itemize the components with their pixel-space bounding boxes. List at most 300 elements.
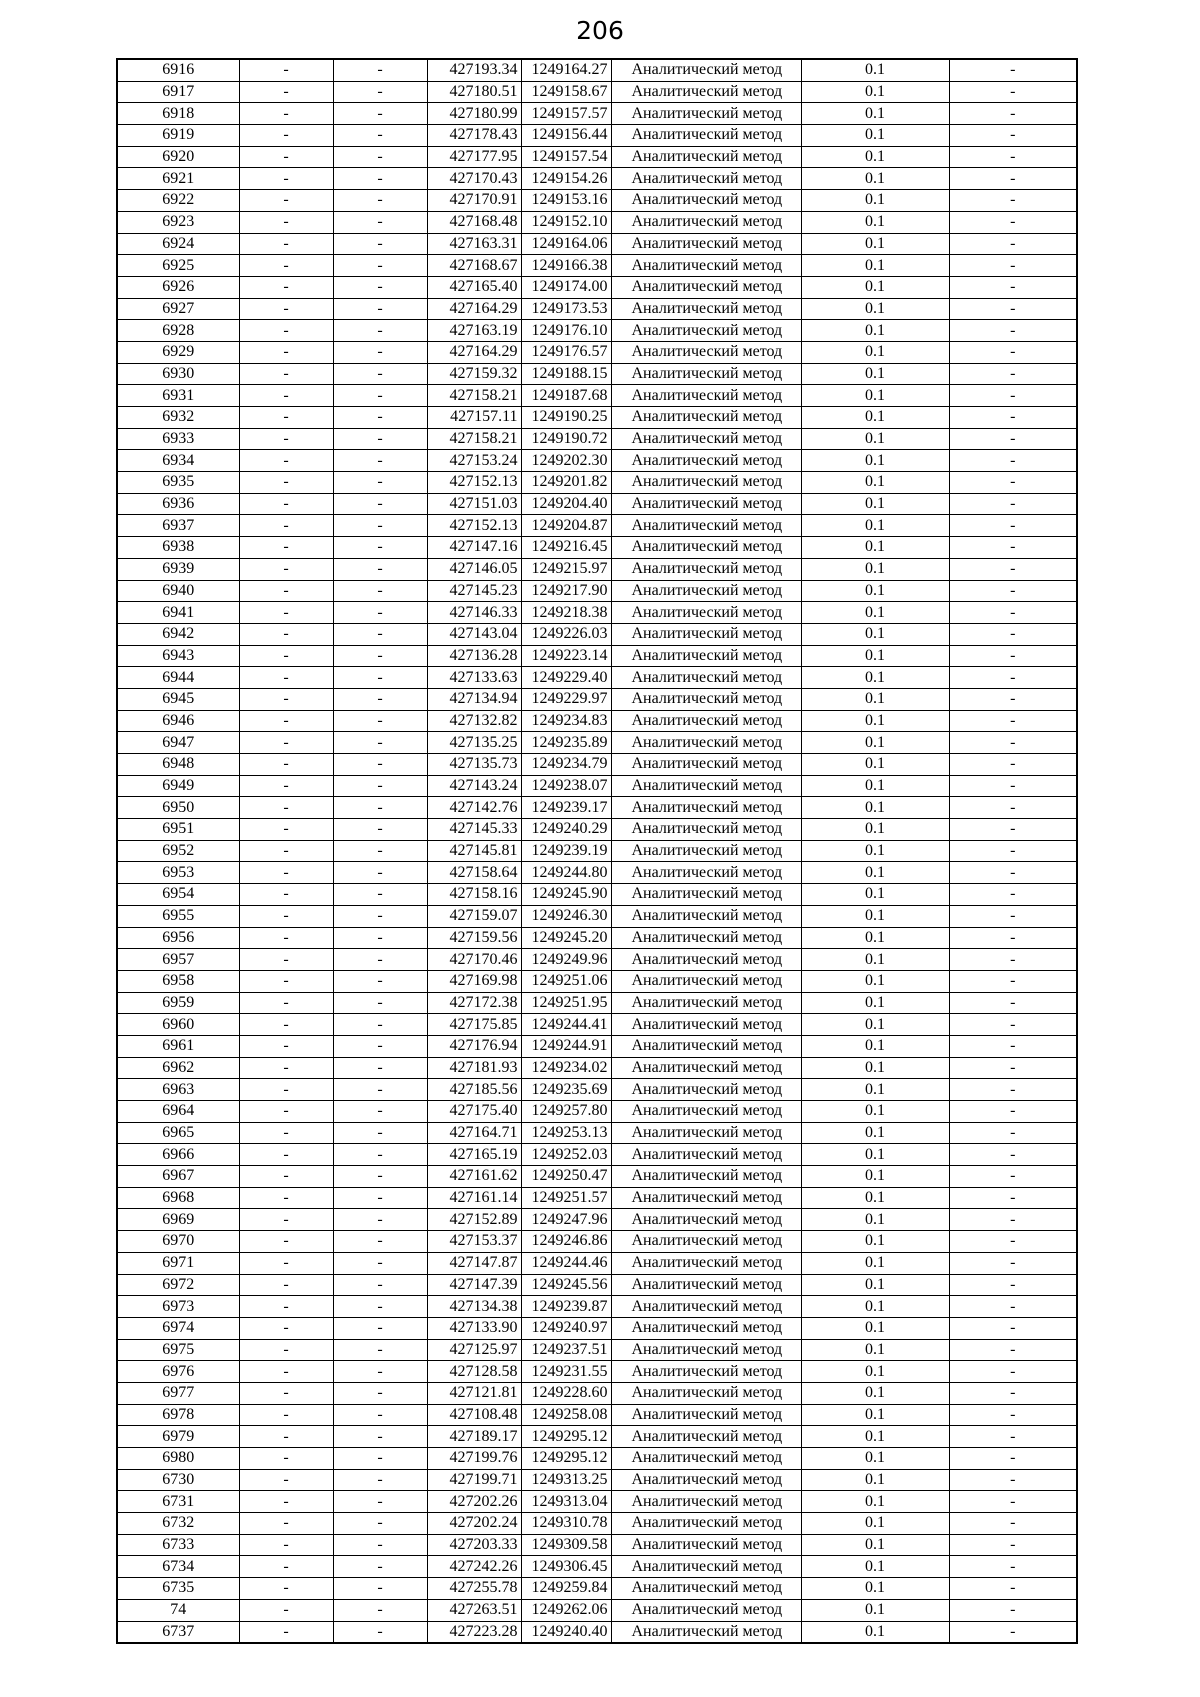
empty-cell: - — [239, 168, 333, 190]
empty-cell: - — [949, 1079, 1077, 1101]
precision-cell: 0.1 — [801, 298, 949, 320]
x-coordinate-cell: 427135.25 — [427, 732, 521, 754]
x-coordinate-cell: 427134.94 — [427, 688, 521, 710]
empty-cell: - — [333, 1621, 427, 1643]
table-row — [117, 1361, 1077, 1383]
precision-cell: 0.1 — [801, 450, 949, 472]
empty-cell: - — [239, 623, 333, 645]
x-coordinate-cell: 427203.33 — [427, 1534, 521, 1556]
point-number-cell: 6975 — [117, 1339, 239, 1361]
empty-cell: - — [333, 1274, 427, 1296]
table-row — [117, 1556, 1077, 1578]
empty-cell: - — [333, 363, 427, 385]
empty-cell: - — [239, 103, 333, 125]
point-number-cell: 6956 — [117, 927, 239, 949]
empty-cell: - — [949, 1469, 1077, 1491]
y-coordinate-cell: 1249228.60 — [521, 1382, 611, 1404]
method-cell: Аналитический метод — [611, 732, 801, 754]
point-number-cell: 6950 — [117, 797, 239, 819]
empty-cell: - — [239, 775, 333, 797]
empty-cell: - — [949, 1166, 1077, 1188]
precision-cell: 0.1 — [801, 992, 949, 1014]
x-coordinate-cell: 427142.76 — [427, 797, 521, 819]
empty-cell: - — [333, 602, 427, 624]
precision-cell: 0.1 — [801, 1317, 949, 1339]
empty-cell: - — [949, 233, 1077, 255]
y-coordinate-cell: 1249156.44 — [521, 125, 611, 147]
empty-cell: - — [239, 1187, 333, 1209]
precision-cell: 0.1 — [801, 1448, 949, 1470]
point-number-cell: 6943 — [117, 645, 239, 667]
precision-cell: 0.1 — [801, 103, 949, 125]
point-number-cell: 6960 — [117, 1014, 239, 1036]
point-number-cell: 6932 — [117, 407, 239, 429]
empty-cell: - — [333, 168, 427, 190]
point-number-cell: 6931 — [117, 385, 239, 407]
method-cell: Аналитический метод — [611, 862, 801, 884]
x-coordinate-cell: 427163.19 — [427, 320, 521, 342]
point-number-cell: 6730 — [117, 1469, 239, 1491]
empty-cell: - — [239, 688, 333, 710]
precision-cell: 0.1 — [801, 710, 949, 732]
empty-cell: - — [333, 320, 427, 342]
empty-cell: - — [239, 320, 333, 342]
method-cell: Аналитический метод — [611, 341, 801, 363]
y-coordinate-cell: 1249239.87 — [521, 1296, 611, 1318]
empty-cell: - — [949, 754, 1077, 776]
table-row — [117, 146, 1077, 168]
method-cell: Аналитический метод — [611, 125, 801, 147]
precision-cell: 0.1 — [801, 407, 949, 429]
precision-cell: 0.1 — [801, 341, 949, 363]
point-number-cell: 6934 — [117, 450, 239, 472]
precision-cell: 0.1 — [801, 1556, 949, 1578]
x-coordinate-cell: 427121.81 — [427, 1382, 521, 1404]
x-coordinate-cell: 427146.05 — [427, 558, 521, 580]
x-coordinate-cell: 427158.21 — [427, 428, 521, 450]
method-cell: Аналитический метод — [611, 1122, 801, 1144]
method-cell: Аналитический метод — [611, 1448, 801, 1470]
precision-cell: 0.1 — [801, 428, 949, 450]
x-coordinate-cell: 427153.24 — [427, 450, 521, 472]
table-row — [117, 623, 1077, 645]
y-coordinate-cell: 1249158.67 — [521, 81, 611, 103]
empty-cell: - — [239, 298, 333, 320]
table-row — [117, 1079, 1077, 1101]
precision-cell: 0.1 — [801, 255, 949, 277]
table-row — [117, 1252, 1077, 1274]
empty-cell: - — [333, 775, 427, 797]
table-row — [117, 276, 1077, 298]
empty-cell: - — [333, 125, 427, 147]
empty-cell: - — [333, 255, 427, 277]
method-cell: Аналитический метод — [611, 537, 801, 559]
empty-cell: - — [949, 602, 1077, 624]
precision-cell: 0.1 — [801, 970, 949, 992]
empty-cell: - — [949, 320, 1077, 342]
method-cell: Аналитический метод — [611, 103, 801, 125]
table-row — [117, 970, 1077, 992]
method-cell: Аналитический метод — [611, 1599, 801, 1621]
table-row — [117, 103, 1077, 125]
empty-cell: - — [239, 710, 333, 732]
x-coordinate-cell: 427145.81 — [427, 840, 521, 862]
precision-cell: 0.1 — [801, 927, 949, 949]
table-row — [117, 1578, 1077, 1600]
x-coordinate-cell: 427175.85 — [427, 1014, 521, 1036]
table-row — [117, 1339, 1077, 1361]
y-coordinate-cell: 1249309.58 — [521, 1534, 611, 1556]
empty-cell: - — [239, 190, 333, 212]
empty-cell: - — [949, 927, 1077, 949]
y-coordinate-cell: 1249238.07 — [521, 775, 611, 797]
y-coordinate-cell: 1249174.00 — [521, 276, 611, 298]
method-cell: Аналитический метод — [611, 472, 801, 494]
method-cell: Аналитический метод — [611, 949, 801, 971]
empty-cell: - — [949, 1339, 1077, 1361]
table-row — [117, 1513, 1077, 1535]
x-coordinate-cell: 427145.23 — [427, 580, 521, 602]
empty-cell: - — [949, 710, 1077, 732]
method-cell: Аналитический метод — [611, 255, 801, 277]
x-coordinate-cell: 427143.04 — [427, 623, 521, 645]
table-body — [117, 59, 1077, 1643]
y-coordinate-cell: 1249187.68 — [521, 385, 611, 407]
x-coordinate-cell: 427108.48 — [427, 1404, 521, 1426]
empty-cell: - — [333, 493, 427, 515]
method-cell: Аналитический метод — [611, 840, 801, 862]
point-number-cell: 6977 — [117, 1382, 239, 1404]
method-cell: Аналитический метод — [611, 1361, 801, 1383]
precision-cell: 0.1 — [801, 1361, 949, 1383]
empty-cell: - — [333, 797, 427, 819]
empty-cell: - — [333, 1426, 427, 1448]
empty-cell: - — [949, 688, 1077, 710]
precision-cell: 0.1 — [801, 1014, 949, 1036]
empty-cell: - — [949, 862, 1077, 884]
point-number-cell: 6966 — [117, 1144, 239, 1166]
precision-cell: 0.1 — [801, 884, 949, 906]
x-coordinate-cell: 427146.33 — [427, 602, 521, 624]
empty-cell: - — [239, 450, 333, 472]
empty-cell: - — [949, 732, 1077, 754]
y-coordinate-cell: 1249188.15 — [521, 363, 611, 385]
precision-cell: 0.1 — [801, 1144, 949, 1166]
empty-cell: - — [239, 1231, 333, 1253]
precision-cell: 0.1 — [801, 949, 949, 971]
precision-cell: 0.1 — [801, 385, 949, 407]
y-coordinate-cell: 1249234.02 — [521, 1057, 611, 1079]
empty-cell: - — [949, 558, 1077, 580]
method-cell: Аналитический метод — [611, 970, 801, 992]
empty-cell: - — [949, 667, 1077, 689]
y-coordinate-cell: 1249229.97 — [521, 688, 611, 710]
point-number-cell: 6979 — [117, 1426, 239, 1448]
empty-cell: - — [239, 1469, 333, 1491]
y-coordinate-cell: 1249245.90 — [521, 884, 611, 906]
point-number-cell: 6962 — [117, 1057, 239, 1079]
empty-cell: - — [949, 363, 1077, 385]
empty-cell: - — [949, 1382, 1077, 1404]
precision-cell: 0.1 — [801, 862, 949, 884]
empty-cell: - — [239, 537, 333, 559]
table-row — [117, 81, 1077, 103]
empty-cell: - — [239, 905, 333, 927]
x-coordinate-cell: 427202.24 — [427, 1513, 521, 1535]
precision-cell: 0.1 — [801, 537, 949, 559]
x-coordinate-cell: 427180.99 — [427, 103, 521, 125]
empty-cell: - — [239, 1513, 333, 1535]
empty-cell: - — [333, 1578, 427, 1600]
table-row — [117, 884, 1077, 906]
point-number-cell: 6980 — [117, 1448, 239, 1470]
point-number-cell: 6927 — [117, 298, 239, 320]
x-coordinate-cell: 427168.67 — [427, 255, 521, 277]
empty-cell: - — [333, 1491, 427, 1513]
y-coordinate-cell: 1249201.82 — [521, 472, 611, 494]
x-coordinate-cell: 427165.40 — [427, 276, 521, 298]
empty-cell: - — [333, 1361, 427, 1383]
empty-cell: - — [949, 1556, 1077, 1578]
empty-cell: - — [239, 515, 333, 537]
empty-cell: - — [239, 1122, 333, 1144]
precision-cell: 0.1 — [801, 1057, 949, 1079]
table-row — [117, 1317, 1077, 1339]
y-coordinate-cell: 1249234.83 — [521, 710, 611, 732]
empty-cell: - — [949, 1231, 1077, 1253]
empty-cell: - — [333, 1079, 427, 1101]
y-coordinate-cell: 1249245.20 — [521, 927, 611, 949]
method-cell: Аналитический метод — [611, 1317, 801, 1339]
precision-cell: 0.1 — [801, 1621, 949, 1643]
point-number-cell: 6925 — [117, 255, 239, 277]
empty-cell: - — [239, 797, 333, 819]
empty-cell: - — [333, 1231, 427, 1253]
table-row — [117, 667, 1077, 689]
precision-cell: 0.1 — [801, 59, 949, 81]
empty-cell: - — [239, 146, 333, 168]
x-coordinate-cell: 427152.89 — [427, 1209, 521, 1231]
empty-cell: - — [239, 580, 333, 602]
precision-cell: 0.1 — [801, 732, 949, 754]
y-coordinate-cell: 1249231.55 — [521, 1361, 611, 1383]
table-row — [117, 255, 1077, 277]
method-cell: Аналитический метод — [611, 190, 801, 212]
empty-cell: - — [949, 190, 1077, 212]
empty-cell: - — [949, 493, 1077, 515]
y-coordinate-cell: 1249244.80 — [521, 862, 611, 884]
empty-cell: - — [949, 1361, 1077, 1383]
method-cell: Аналитический метод — [611, 905, 801, 927]
empty-cell: - — [333, 688, 427, 710]
method-cell: Аналитический метод — [611, 819, 801, 841]
empty-cell: - — [949, 1035, 1077, 1057]
x-coordinate-cell: 427159.32 — [427, 363, 521, 385]
point-number-cell: 6965 — [117, 1122, 239, 1144]
empty-cell: - — [333, 407, 427, 429]
x-coordinate-cell: 427151.03 — [427, 493, 521, 515]
point-number-cell: 6937 — [117, 515, 239, 537]
method-cell: Аналитический метод — [611, 385, 801, 407]
x-coordinate-cell: 427189.17 — [427, 1426, 521, 1448]
empty-cell: - — [949, 1144, 1077, 1166]
coordinates-table — [116, 58, 1078, 1644]
method-cell: Аналитический метод — [611, 81, 801, 103]
y-coordinate-cell: 1249244.91 — [521, 1035, 611, 1057]
y-coordinate-cell: 1249190.72 — [521, 428, 611, 450]
empty-cell: - — [333, 341, 427, 363]
y-coordinate-cell: 1249176.10 — [521, 320, 611, 342]
point-number-cell: 6972 — [117, 1274, 239, 1296]
point-number-cell: 6933 — [117, 428, 239, 450]
method-cell: Аналитический метод — [611, 493, 801, 515]
precision-cell: 0.1 — [801, 320, 949, 342]
empty-cell: - — [949, 125, 1077, 147]
y-coordinate-cell: 1249202.30 — [521, 450, 611, 472]
method-cell: Аналитический метод — [611, 428, 801, 450]
method-cell: Аналитический метод — [611, 363, 801, 385]
method-cell: Аналитический метод — [611, 515, 801, 537]
empty-cell: - — [949, 146, 1077, 168]
empty-cell: - — [239, 1317, 333, 1339]
y-coordinate-cell: 1249244.46 — [521, 1252, 611, 1274]
point-number-cell: 6949 — [117, 775, 239, 797]
method-cell: Аналитический метод — [611, 1079, 801, 1101]
y-coordinate-cell: 1249246.86 — [521, 1231, 611, 1253]
empty-cell: - — [333, 992, 427, 1014]
empty-cell: - — [333, 298, 427, 320]
empty-cell: - — [239, 1534, 333, 1556]
y-coordinate-cell: 1249310.78 — [521, 1513, 611, 1535]
table-row — [117, 1534, 1077, 1556]
empty-cell: - — [333, 1382, 427, 1404]
table-row — [117, 819, 1077, 841]
table-row — [117, 537, 1077, 559]
y-coordinate-cell: 1249204.87 — [521, 515, 611, 537]
empty-cell: - — [949, 580, 1077, 602]
x-coordinate-cell: 427143.24 — [427, 775, 521, 797]
y-coordinate-cell: 1249295.12 — [521, 1426, 611, 1448]
method-cell: Аналитический метод — [611, 146, 801, 168]
y-coordinate-cell: 1249164.27 — [521, 59, 611, 81]
empty-cell: - — [333, 1296, 427, 1318]
empty-cell: - — [949, 1491, 1077, 1513]
point-number-cell: 6955 — [117, 905, 239, 927]
table-row — [117, 797, 1077, 819]
point-number-cell: 6737 — [117, 1621, 239, 1643]
table-row — [117, 211, 1077, 233]
empty-cell: - — [949, 515, 1077, 537]
empty-cell: - — [949, 168, 1077, 190]
empty-cell: - — [239, 1382, 333, 1404]
x-coordinate-cell: 427169.98 — [427, 970, 521, 992]
point-number-cell: 6958 — [117, 970, 239, 992]
y-coordinate-cell: 1249240.97 — [521, 1317, 611, 1339]
point-number-cell: 6948 — [117, 754, 239, 776]
empty-cell: - — [949, 1252, 1077, 1274]
empty-cell: - — [333, 1339, 427, 1361]
empty-cell: - — [949, 1101, 1077, 1123]
x-coordinate-cell: 427159.56 — [427, 927, 521, 949]
empty-cell: - — [333, 81, 427, 103]
empty-cell: - — [333, 558, 427, 580]
table-row — [117, 732, 1077, 754]
table-row — [117, 710, 1077, 732]
empty-cell: - — [333, 1404, 427, 1426]
method-cell: Аналитический метод — [611, 211, 801, 233]
empty-cell: - — [949, 797, 1077, 819]
y-coordinate-cell: 1249157.57 — [521, 103, 611, 125]
point-number-cell: 6946 — [117, 710, 239, 732]
empty-cell: - — [949, 59, 1077, 81]
point-number-cell: 6939 — [117, 558, 239, 580]
empty-cell: - — [239, 341, 333, 363]
empty-cell: - — [949, 1534, 1077, 1556]
method-cell: Аналитический метод — [611, 580, 801, 602]
table-row — [117, 1057, 1077, 1079]
method-cell: Аналитический метод — [611, 667, 801, 689]
precision-cell: 0.1 — [801, 1426, 949, 1448]
point-number-cell: 6928 — [117, 320, 239, 342]
table-row — [117, 190, 1077, 212]
empty-cell: - — [333, 1209, 427, 1231]
x-coordinate-cell: 427158.21 — [427, 385, 521, 407]
x-coordinate-cell: 427147.87 — [427, 1252, 521, 1274]
empty-cell: - — [949, 1187, 1077, 1209]
empty-cell: - — [949, 81, 1077, 103]
table-row — [117, 645, 1077, 667]
point-number-cell: 6935 — [117, 472, 239, 494]
table-row — [117, 840, 1077, 862]
x-coordinate-cell: 427135.73 — [427, 754, 521, 776]
method-cell: Аналитический метод — [611, 1578, 801, 1600]
method-cell: Аналитический метод — [611, 1057, 801, 1079]
empty-cell: - — [239, 1209, 333, 1231]
table-row — [117, 927, 1077, 949]
empty-cell: - — [949, 103, 1077, 125]
empty-cell: - — [949, 645, 1077, 667]
point-number-cell: 6916 — [117, 59, 239, 81]
precision-cell: 0.1 — [801, 840, 949, 862]
method-cell: Аналитический метод — [611, 1231, 801, 1253]
y-coordinate-cell: 1249152.10 — [521, 211, 611, 233]
method-cell: Аналитический метод — [611, 298, 801, 320]
precision-cell: 0.1 — [801, 1035, 949, 1057]
empty-cell: - — [333, 146, 427, 168]
empty-cell: - — [333, 1166, 427, 1188]
empty-cell: - — [333, 59, 427, 81]
empty-cell: - — [239, 1556, 333, 1578]
table-row — [117, 233, 1077, 255]
empty-cell: - — [949, 775, 1077, 797]
empty-cell: - — [333, 840, 427, 862]
empty-cell: - — [239, 1144, 333, 1166]
x-coordinate-cell: 427165.19 — [427, 1144, 521, 1166]
table-row — [117, 407, 1077, 429]
method-cell: Аналитический метод — [611, 1469, 801, 1491]
table-row — [117, 1599, 1077, 1621]
x-coordinate-cell: 427193.34 — [427, 59, 521, 81]
point-number-cell: 6930 — [117, 363, 239, 385]
x-coordinate-cell: 427158.64 — [427, 862, 521, 884]
y-coordinate-cell: 1249251.57 — [521, 1187, 611, 1209]
table-row — [117, 1144, 1077, 1166]
x-coordinate-cell: 427168.48 — [427, 211, 521, 233]
method-cell: Аналитический метод — [611, 276, 801, 298]
point-number-cell: 6920 — [117, 146, 239, 168]
y-coordinate-cell: 1249247.96 — [521, 1209, 611, 1231]
point-number-cell: 6919 — [117, 125, 239, 147]
